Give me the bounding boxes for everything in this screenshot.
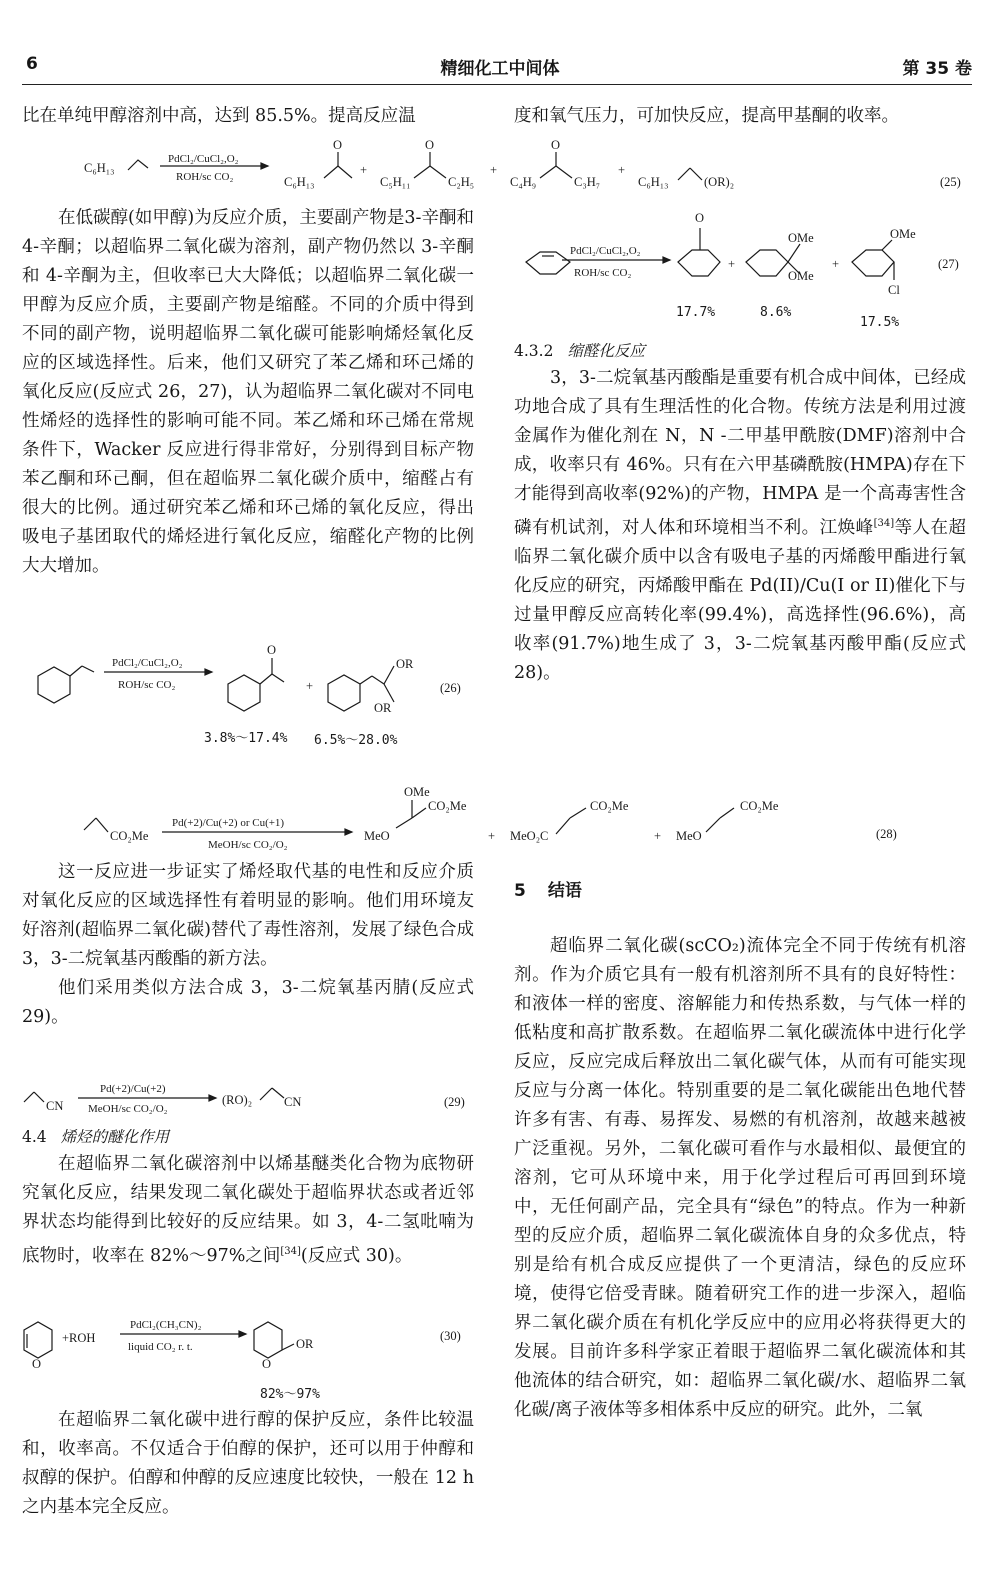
co2me-label: CO₂Me bbox=[740, 799, 779, 813]
eq25-product-4: C₆H₁₃ bbox=[638, 175, 669, 189]
eq28-number: (28) bbox=[876, 827, 897, 841]
plus-sign: + bbox=[832, 257, 840, 271]
eq29-substrate: CN bbox=[46, 1099, 64, 1113]
eq26-yield-1: 3.8%～17.4% bbox=[204, 731, 288, 746]
paragraph: 这一反应进一步证实了烯烃取代基的电性和反应介质对氧化反应的区域选择性有着明显的影响。他们用环境友好溶剂(超临界二氧化碳)替代了毒性溶剂，发展了绿色合成 3，3-二烷氧基丙酸酯的新方法。 bbox=[22, 862, 474, 969]
equation-25 bbox=[0, 138, 1000, 200]
eq25-cond-bot: ROH/sc CO₂ bbox=[176, 171, 234, 183]
eq27-yield-2: 8.6% bbox=[760, 305, 792, 320]
arrowhead bbox=[663, 257, 670, 263]
plus-sign: + bbox=[654, 829, 662, 843]
eq26-number: (26) bbox=[440, 681, 461, 695]
ome-label: OMe bbox=[404, 785, 430, 799]
eq25-product-1: C₆H₁₃ bbox=[284, 175, 315, 189]
equation-30 bbox=[16, 1310, 486, 1406]
co2me-label: CO₂Me bbox=[590, 799, 629, 813]
or-label: OR bbox=[374, 701, 392, 715]
text-run: 等人在超临界二氧化碳介质中以含有吸电子基的丙烯酸甲酯进行氧化反应的研究，丙烯酸甲酯在 Pd(II)/Cu(I or II)催化下与过量甲醇反应高转化率(99.4%)，高选择性(96.6%)，高收率(91.7%)地生成了 3，3-二烷氧基丙酸甲酯(反应式 28)。 bbox=[514, 517, 967, 683]
oxygen-label: O bbox=[425, 138, 435, 152]
eq29-product-a: (RO)₂ bbox=[222, 1093, 253, 1107]
section-title: 缩醛化反应 bbox=[567, 342, 645, 360]
oxygen-label: O bbox=[333, 138, 343, 152]
citation: [34] bbox=[280, 1246, 301, 1257]
text-run: (反应式 30)。 bbox=[300, 1245, 413, 1266]
eq27-yield-3: 17.5% bbox=[860, 315, 900, 330]
plus-sign: + bbox=[728, 257, 736, 271]
tetrahydropyran-ring bbox=[254, 1322, 282, 1358]
page-number: 6 bbox=[26, 54, 38, 74]
alkene-bond bbox=[128, 160, 148, 170]
eq25-number: (25) bbox=[940, 175, 961, 189]
benzene-ring bbox=[328, 675, 360, 711]
left-section-44 bbox=[22, 1124, 474, 1271]
section-heading bbox=[514, 878, 966, 904]
paragraph: 他们采用类似方法合成 3，3-二烷氧基丙腈(反应式 29)。 bbox=[22, 978, 474, 1027]
eq28-cond-top: Pd(+2)/Cu(+2) or Cu(+1) bbox=[172, 817, 285, 829]
paragraph bbox=[514, 364, 966, 688]
equation-29 bbox=[16, 1076, 486, 1120]
vinyl-bond bbox=[70, 666, 82, 676]
section-number: 4.4 bbox=[22, 1128, 47, 1146]
eq29-cond-bot: MeOH/sc CO₂/O₂ bbox=[88, 1103, 168, 1115]
oxygen-label: O bbox=[551, 138, 561, 152]
eq28-cond-bot: MeOH/sc CO₂/O₂ bbox=[208, 839, 288, 851]
eq29-number: (29) bbox=[444, 1095, 465, 1109]
arrowhead bbox=[209, 1095, 216, 1101]
arrowhead bbox=[345, 829, 352, 835]
dihydropyran-ring bbox=[24, 1322, 52, 1358]
left-line-0 bbox=[22, 102, 474, 131]
eq25-product-2a: C₅H₁₁ bbox=[380, 175, 411, 189]
eq27-cond-top: PdCl₂/CuCl₂,O₂ bbox=[570, 245, 641, 257]
text-run: 3，3-二烷氧基丙酸酯是重要有机合成中间体，已经成功地合成了具有生理活性的化合物。传统方法是利用过渡金属作为催化剂在 N，N -二甲基甲酰胺(DMF)溶剂中合成，收率只有 46%。只有在六甲基磷酰胺(HMPA)存在下才能得到高收率(92%)的产物，HMPA 是一个高毒害性含磷有机试剂，对人体和环境相当不利。江焕峰 bbox=[514, 368, 966, 538]
cl-label: Cl bbox=[888, 283, 900, 297]
eq25-substrate: C₆H₁₃ bbox=[84, 161, 115, 175]
paragraph: 在低碳醇(如甲醇)为反应介质，主要副产物是3-辛酮和 4-辛酮；以超临界二氧化碳为溶剂，副产物仍然以 3-辛酮和 4-辛酮为主，但收率已大大降低；以超临界二氧化碳一甲醇为反应介质，主要副产物是缩醛。不同的介质中得到不同的副产物，说明超临界二氧化碳可能影响烯烃氧化反应的区域选择性。后来，他们又研究了苯乙烯和环己烯的氧化反应(反应式 26，27)，认为超临界二氧化碳对不同电性烯烃的选择性的影响可能不同。苯乙烯和环己烯在常规条件下，Wacker 反应进行得非常好，分别得到目标产物苯乙酮和环己酮，但在超临界二氧化碳介质中，缩醛占有很大的比例。通过研究苯乙烯和环己烯的氧化反应，得出吸电子基团取代的烯烃进行氧化反应，缩醛化产物的比例大大增加。 bbox=[22, 208, 474, 576]
eq26-cond-top: PdCl₂/CuCl₂,O₂ bbox=[112, 657, 183, 669]
eq25-product-4b: (OR)₂ bbox=[704, 175, 735, 189]
eq26-cond-bot: ROH/sc CO₂ bbox=[118, 679, 176, 691]
eq30-cond-top: PdCl₂(CH₃CN)₂ bbox=[130, 1319, 202, 1331]
header-rule bbox=[22, 84, 972, 85]
benzene-ring bbox=[38, 667, 70, 703]
section-title: 结语 bbox=[547, 881, 582, 901]
citation: [34] bbox=[873, 518, 895, 529]
equation-28 bbox=[0, 778, 1000, 854]
meo2c-label: MeO₂C bbox=[510, 829, 549, 843]
ome-label: OMe bbox=[788, 231, 814, 245]
eq25-product-3b: C₃H₇ bbox=[574, 175, 601, 189]
section-title: 烯烃的醚化作用 bbox=[60, 1128, 170, 1146]
equation-26 bbox=[16, 640, 486, 752]
eq26-yield-2: 6.5%～28.0% bbox=[314, 733, 398, 748]
eq28-substrate: CO₂Me bbox=[110, 829, 149, 843]
eq25-product-2b: C₂H₅ bbox=[448, 175, 475, 189]
right-section-432 bbox=[514, 338, 966, 688]
meo-label: MeO bbox=[364, 829, 390, 843]
eq30-cond-bot: liquid CO₂ r. t. bbox=[128, 1341, 193, 1353]
oxygen-label: O bbox=[32, 1357, 42, 1371]
cyclohexane-ring bbox=[852, 250, 894, 276]
cyclohexene-ring bbox=[526, 252, 570, 274]
benzene-ring bbox=[228, 675, 260, 711]
plus-sign: + bbox=[618, 163, 626, 177]
text-run: 在超临界二氧化碳溶剂中以烯基醚类化合物为底物研究氧化反应，结果发现二氧化碳处于超临界状态或者近邻界状态均能得到比较好的反应结果。如 3，4-二氢吡喃为底物时，收率在 82%～97%之间 bbox=[22, 1154, 474, 1266]
ome-label: OMe bbox=[788, 269, 814, 283]
eq30-yield: 82%～97% bbox=[260, 1387, 320, 1402]
section-heading bbox=[22, 1124, 474, 1150]
eq27-number: (27) bbox=[938, 257, 959, 271]
paragraph: 度和氧气压力，可加快反应，提高甲基酮的收率。 bbox=[514, 106, 899, 126]
section-number: 5 bbox=[514, 881, 526, 901]
journal-title: 精细化工中间体 bbox=[440, 59, 560, 79]
eq29-cond-top: Pd(+2)/Cu(+2) bbox=[100, 1083, 166, 1095]
cyclohexanone-ring bbox=[678, 250, 720, 276]
or-label: OR bbox=[396, 657, 414, 671]
eq25-product-3a: C₄H₉ bbox=[510, 175, 537, 189]
oxygen-label: O bbox=[267, 643, 277, 657]
eq30-reagent: +ROH bbox=[62, 1331, 96, 1345]
svg-text:O: O bbox=[262, 1357, 272, 1371]
cyclohexane-ring bbox=[746, 250, 788, 276]
paragraph: 超临界二氧化碳(scCO₂)流体完全不同于传统有机溶剂。作为介质它具有一般有机溶剂所不具有的良好特性：和液体一样的密度、溶解能力和传热系数，与气体一样的低粘度和高扩散系数。在超临界二氧化碳流体中进行化学反应，反应完成后释放出二氧化碳气体，从而有可能实现反应与分离一体化。特别重要的是二氧化碳能出色地代替许多有害、有毒、易挥发、易燃的有机溶剂，故越来越被广泛重视。另外，二氧化碳可看作与水最相似、最便宜的溶剂，它可从环境中来，用于化学过程后可再回到环境中，无任何副产品，完全具有“绿色”的特点。作为一种新型的反应介质，超临界二氧化碳流体自身的众多优点，特别是给有机合成反应提供了一个更清洁，绿色的反应环境，使得它倍受青睐。随着研究工作的进一步深入，超临界二氧化碳介质在有机化学反应中的应用必将获得更大的发展。目前许多科学家正着眼于超临界二氧化碳流体和其他流体的结合研究，如：超临界二氧化碳/水、超临界二氧化碳/离子液体等多相体系中反应的研究。此外，二氧 bbox=[514, 936, 966, 1420]
oxygen-label: O bbox=[695, 211, 705, 225]
left-body-3 bbox=[22, 1406, 474, 1522]
left-body-1 bbox=[22, 204, 474, 581]
equation-27 bbox=[506, 204, 976, 334]
plus-sign: + bbox=[488, 829, 496, 843]
arrowhead bbox=[239, 1331, 246, 1337]
paragraph: 在超临界二氧化碳中进行醇的保护反应，条件比较温和，收率高。不仅适合于伯醇的保护，还可以用于仲醇和叔醇的保护。伯醇和仲醇的反应速度比较快，一般在 12 h 之内基本完全反应。 bbox=[22, 1410, 474, 1517]
co2me-label: CO₂Me bbox=[428, 799, 467, 813]
plus-sign: + bbox=[360, 163, 368, 177]
volume-label: 第 35 卷 bbox=[902, 59, 972, 79]
paragraph bbox=[22, 1150, 474, 1271]
paragraph: 比在单纯甲醇溶剂中高，达到 85.5%。提高反应温 bbox=[22, 106, 416, 126]
arrowhead bbox=[261, 163, 268, 169]
eq27-yield-1: 17.7% bbox=[676, 305, 716, 320]
right-line-0 bbox=[514, 102, 966, 131]
vinyl-bond bbox=[84, 818, 96, 830]
left-body-2 bbox=[22, 858, 474, 1032]
right-section-5 bbox=[514, 878, 966, 1425]
ome-label: OMe bbox=[890, 227, 916, 241]
meo-label: MeO bbox=[676, 829, 702, 843]
eq25-cond-top: PdCl₂/CuCl₂,O₂ bbox=[168, 153, 239, 165]
section-heading bbox=[514, 338, 966, 364]
eq29-product-b: CN bbox=[284, 1095, 302, 1109]
arrowhead bbox=[205, 669, 212, 675]
plus-sign: + bbox=[306, 679, 314, 693]
section-number: 4.3.2 bbox=[514, 342, 554, 360]
or-label: OR bbox=[296, 1337, 314, 1351]
eq30-number: (30) bbox=[440, 1329, 461, 1343]
plus-sign: + bbox=[490, 163, 498, 177]
eq27-cond-bot: ROH/sc CO₂ bbox=[574, 267, 632, 279]
